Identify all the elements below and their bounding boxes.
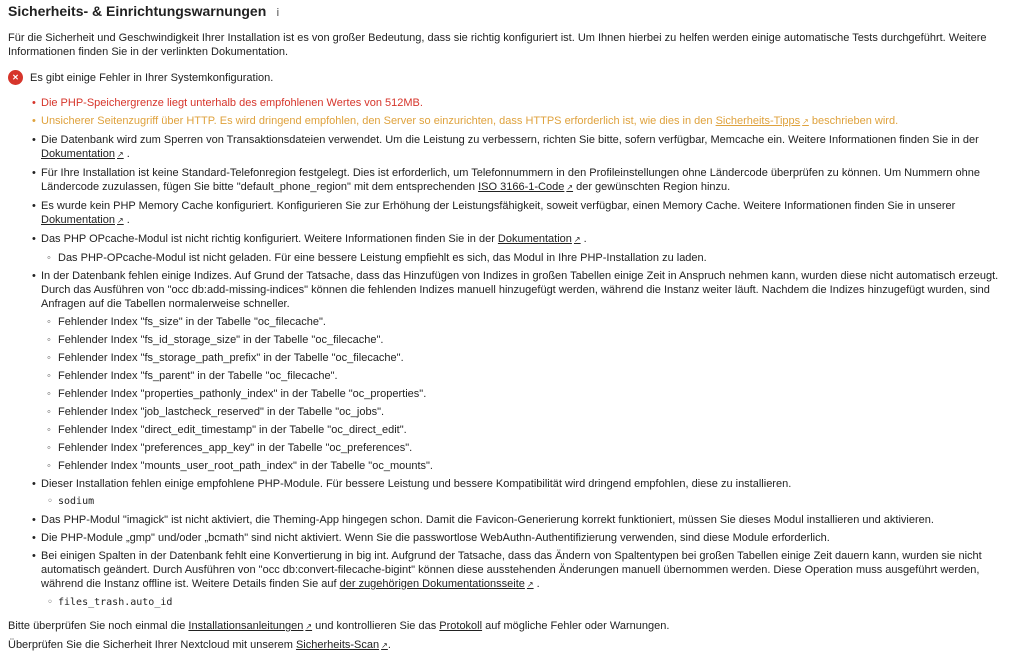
- warning-item: • Dieser Installation fehlen einige empfohlene PHP-Module. Für bessere Leistung und bessere Kompatibilität wird dringend empfohlen, diese zu installieren. ◦ sodium: [41, 477, 1018, 509]
- log-link[interactable]: [439, 620, 482, 632]
- external-link-icon: ↗: [526, 580, 534, 589]
- link-label: Sicherheits-Tipps: [715, 115, 801, 127]
- warning-subitem: ◦ Fehlender Index "preferences_app_key" in der Tabelle "oc_preferences".: [58, 441, 1018, 455]
- link-label: Dokumentation: [41, 148, 115, 160]
- warning-item: • Die PHP-Module „gmp" und/oder „bcmath" sind nicht aktiviert. Wenn Sie die passwortlose WebAuthn-Authentifizierung verwenden, sind diese Module erforderlich.: [41, 531, 1018, 545]
- warning-subitem: ◦ files_trash.auto_id: [58, 596, 1018, 610]
- warning-sublist: [41, 495, 1018, 509]
- warnings-list: [8, 96, 1018, 610]
- warning-item: • Die Datenbank wird zum Sperren von Transaktionsdateien verwendet. Um die Leistung zu verbessern, richten Sie bitte, sofern verfügbar, Memcache ein. Weitere Informationen finden Sie in der Dokumentation ↗ .: [41, 133, 1018, 162]
- page-title: [8, 3, 1018, 21]
- documentation-link[interactable]: [41, 148, 124, 160]
- warning-item: • Das PHP OPcache-Modul ist nicht richtig konfiguriert. Weitere Informationen finden Sie in der Dokumentation ↗ . ◦ Das PHP-OPcache-Modul ist nicht geladen. Für eine bessere Leistung empfiehlt es sich, das Modul in Ihre PHP-Installation zu laden.: [41, 232, 1018, 265]
- external-link-icon: ↗: [573, 235, 581, 244]
- link-label: Dokumentation: [41, 214, 115, 226]
- warning-item: • Die PHP-Speichergrenze liegt unterhalb des empfohlenen Wertes von 512MB.: [41, 96, 1018, 110]
- warning-subitem: ◦ Fehlender Index "direct_edit_timestamp" in der Tabelle "oc_direct_edit".: [58, 423, 1018, 437]
- footer-note-scan: Überprüfen Sie die Sicherheit Ihrer Nextcloud mit unserem Sicherheits-Scan ↗.: [8, 639, 391, 651]
- warning-item: • Unsicherer Seitenzugriff über HTTP. Es wird dringend empfohlen, den Server so einzurichten, dass HTTPS erforderlich ist, wie dies in den Sicherheits-Tipps ↗ beschrieben wird.: [41, 114, 1018, 129]
- warning-subitem: ◦ Fehlender Index "properties_pathonly_index" in der Tabelle "oc_properties".: [58, 387, 1018, 401]
- warning-item: • Das PHP-Modul "imagick" ist nicht aktiviert, die Theming-App hingegen schon. Damit die Favicon-Generierung korrekt funktioniert, müssen Sie dieses Modul installieren und aktivieren.: [41, 513, 1018, 527]
- warning-subitem: ◦ Fehlender Index "fs_size" in der Tabelle "oc_filecache".: [58, 315, 1018, 329]
- info-icon[interactable]: i: [276, 7, 280, 19]
- link-label: Sicherheits-Scan: [295, 639, 380, 651]
- footer-notes: [8, 619, 1018, 653]
- warning-sublist: [41, 596, 1018, 610]
- link-label: Dokumentation: [497, 233, 572, 245]
- error-status: [8, 70, 1018, 85]
- link-label: ISO 3166-1-Code: [478, 181, 565, 193]
- footer-note-checks: Bitte überprüfen Sie noch einmal die Installationsanleitungen ↗ und kontrollieren Sie das Protokoll auf mögliche Fehler oder Warnungen.: [8, 620, 670, 632]
- warning-subitem: ◦ sodium: [58, 495, 1018, 509]
- warning-sublist: [41, 251, 1018, 265]
- security-scan-link[interactable]: [296, 639, 388, 651]
- error-status-text: Es gibt einige Fehler in Ihrer Systemkonfiguration.: [30, 71, 274, 84]
- page-title-text: Sicherheits- & Einrichtungswarnungen: [8, 3, 267, 19]
- link-label: der zugehörigen Dokumentationsseite: [339, 578, 525, 590]
- warning-item: • In der Datenbank fehlen einige Indizes. Auf Grund der Tatsache, dass das Hinzufügen von Indizes in großen Tabellen einige Zeit in Anspruch nehmen kann, wurden diese nicht automatisch erzeugt. Durch das Ausführen von "occ db:add-missing-indices" können die fehlenden Indizes manuell hinzugefügt werden, während die Instanz weiter läuft. Nachdem die Indizes hinzugefügt wurden, sind Anfragen auf die Tabellen normalerweise schneller. ◦ Fehlender Index "fs_size" in der Tabelle "oc_filecache". ◦ Fehlender Index "fs_id_storage_size" in der Tabelle "oc_filecache". ◦ Fehlender Index "fs_storage_path_prefix" in der Tabelle "oc_filecache". ◦ Fehlender Index "fs_parent" in der Tabelle "oc_filecache". ◦ Fehlender Index "properties_pathonly_index" in der Tabelle "oc_properties". ◦ Fehlender Index "job_lastcheck_reserved" in der Tabelle "oc_jobs". ◦ Fehlender Index "direct_edit_timestamp" in der Tabelle "oc_direct_edit". ◦ Fehlender Index "preferences_app_key" in der Tabelle "oc_preferences". ◦ Fehlender Index "mounts_user_root_path_index" in der Tabelle "oc_mounts".: [41, 269, 1018, 473]
- iso-3166-code-link[interactable]: [478, 181, 573, 193]
- security-tips-link[interactable]: [716, 115, 809, 127]
- intro-text: Für die Sicherheit und Geschwindigkeit Ihrer Installation ist es von großer Bedeutung, dass sie richtig konfiguriert ist. Um Ihnen hierbei zu helfen werden einige automatische Tests durchgeführt. Weitere Informationen finden Sie in der verlinkten Dokumentation.: [8, 32, 987, 58]
- warning-item: • Bei einigen Spalten in der Datenbank fehlt eine Konvertierung in big int. Aufgrund der Tatsache, dass das Ändern von Spaltentypen bei großen Tabellen einige Zeit dauern kann, wurden sie nicht automatisch geändert. Durch Ausführen von "occ db:convert-filecache-bigint" können diese ausstehenden Änderungen manuell übernommen werden. Diese Operation muss ausgeführt werden, während die Instanz offline ist. Weitere Details finden Sie auf der zugehörigen Dokumentationsseite ↗ . ◦ files_trash.auto_id: [41, 549, 1018, 610]
- link-label: Protokoll: [439, 620, 483, 632]
- documentation-link[interactable]: [41, 214, 124, 226]
- warning-subitem: ◦ Fehlender Index "mounts_user_root_path_index" in der Tabelle "oc_mounts".: [58, 459, 1018, 473]
- related-documentation-page-link[interactable]: [340, 578, 534, 590]
- link-label: Installationsanleitungen: [188, 620, 304, 632]
- warning-subitem: ◦ Fehlender Index "fs_parent" in der Tabelle "oc_filecache".: [58, 369, 1018, 383]
- external-link-icon: ↗: [381, 641, 388, 650]
- warning-item: • Für Ihre Installation ist keine Standard-Telefonregion festgelegt. Dies ist erforderlich, um Telefonnummern in den Profileinstellungen ohne Ländercode überprüfen zu können. Um Nummern ohne Ländercode zuzulassen, fügen Sie bitte "default_phone_region" mit dem entsprechenden ISO 3166-1-Code ↗ der gewünschten Region hinzu.: [41, 166, 1018, 195]
- external-link-icon: ↗: [117, 150, 124, 159]
- error-icon: ✕: [8, 70, 23, 85]
- warning-subitem: ◦ Das PHP-OPcache-Modul ist nicht geladen. Für eine bessere Leistung empfiehlt es sich, das Modul in Ihre PHP-Installation zu laden.: [58, 251, 1018, 265]
- documentation-link[interactable]: [498, 233, 581, 245]
- warning-item: • Es wurde kein PHP Memory Cache konfiguriert. Konfigurieren Sie zur Erhöhung der Leistungsfähigkeit, soweit verfügbar, einen Memory Cache. Weitere Informationen finden Sie in unserer Dokumentation ↗ .: [41, 199, 1018, 228]
- warning-sublist: [41, 315, 1018, 473]
- external-link-icon: ↗: [305, 622, 313, 631]
- external-link-icon: ↗: [802, 117, 809, 126]
- warning-subitem: ◦ Fehlender Index "fs_id_storage_size" in der Tabelle "oc_filecache".: [58, 333, 1018, 347]
- warning-subitem: ◦ Fehlender Index "fs_storage_path_prefix" in der Tabelle "oc_filecache".: [58, 351, 1018, 365]
- installation-guides-link[interactable]: [188, 620, 312, 632]
- warning-subitem: ◦ Fehlender Index "job_lastcheck_reserved" in der Tabelle "oc_jobs".: [58, 405, 1018, 419]
- external-link-icon: ↗: [117, 216, 124, 225]
- external-link-icon: ↗: [566, 183, 574, 192]
